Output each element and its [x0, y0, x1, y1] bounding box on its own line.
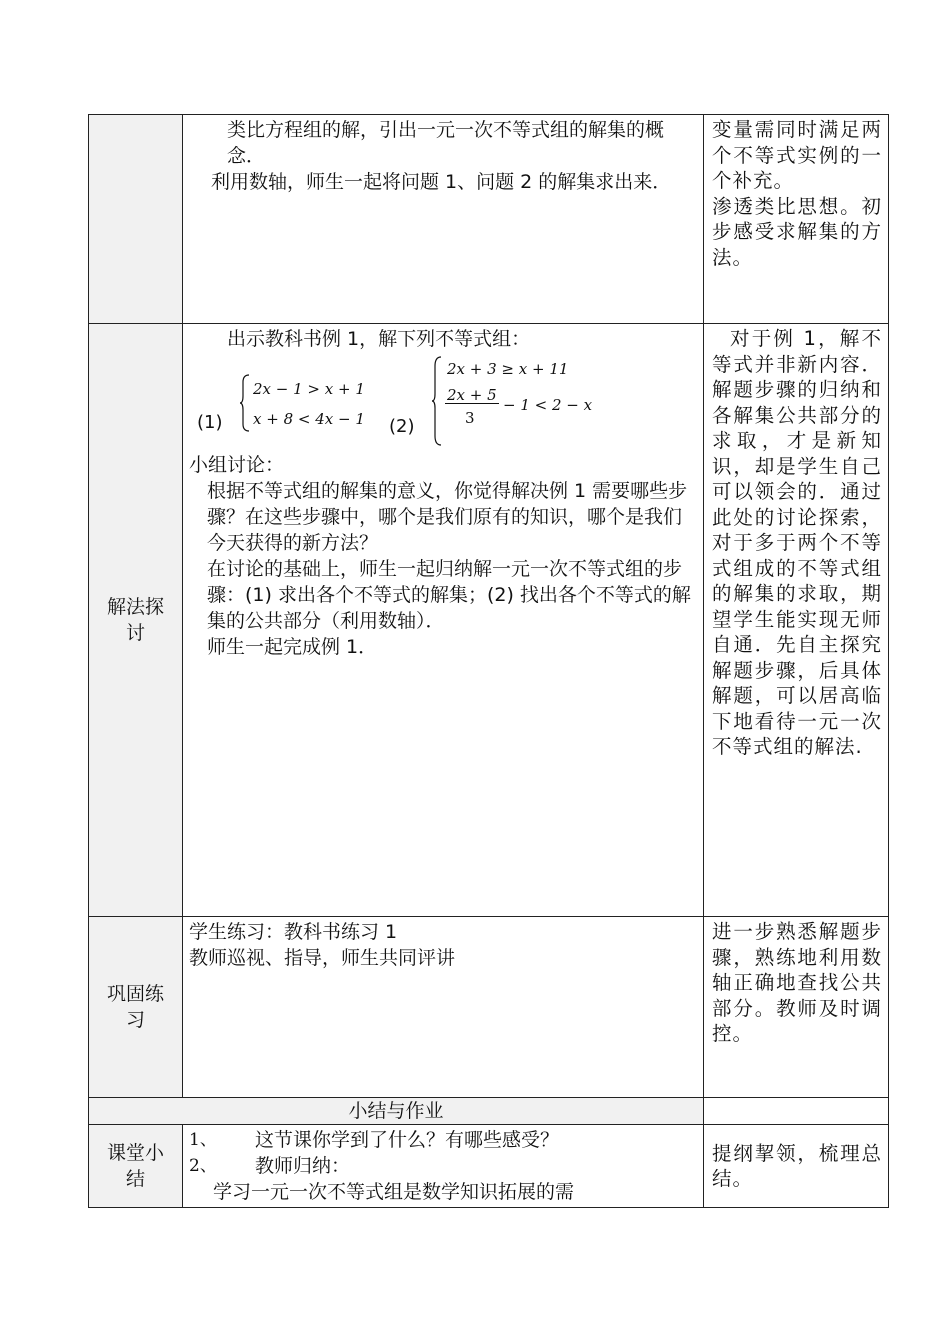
example-2-line-1: 2x + 3 ≥ x + 11 [447, 360, 569, 378]
example-intro: 出示教科书例 1，解下列不等式组： [227, 328, 531, 350]
example-1-line-1: 2x − 1 > x + 1 [253, 380, 365, 398]
paragraph: 师生一起完成例 1． [207, 636, 378, 658]
row-content [183, 115, 704, 324]
empty-cell [704, 1098, 889, 1125]
brace-icon [431, 356, 443, 446]
example-2-label: (2) [389, 416, 415, 437]
row-label-text: 解法探讨 [106, 596, 164, 644]
paragraph: 类比方程组的解，引出一元一次不等式组的解集的概念． [227, 119, 665, 167]
paragraph: 利用数轴，师生一起将问题 1、问题 2 的解集求出来． [211, 171, 672, 193]
row-label [89, 917, 183, 1098]
example-2-fraction-numerator: 2x + 5 [447, 386, 497, 404]
row-note [704, 324, 889, 917]
row-content [183, 324, 704, 917]
fraction-bar [445, 403, 499, 404]
note-text: 进一步熟悉解题步骤，熟练地利用数轴正确地查找公共部分。教师及时调控。 [712, 920, 882, 1045]
list-number: 2、 [189, 1156, 217, 1176]
paragraph: 在讨论的基础上，师生一起归纳解一元一次不等式组的步骤：(1) 求出各个不等式的解集；(2) 找出各个不等式的解集的公共部分（利用数轴）． [207, 558, 691, 632]
note-text: 渗透类比思想。初步感受求解集的方法。 [712, 194, 882, 269]
example-1-label: (1) [197, 412, 223, 433]
note-text: 对于例 1，解不等式并非新内容．解题步骤的归纳和各解集公共部分的求取，才是新知识，却是学生自己可以领会的．通过此处的讨论探索，对于多于两个不等式组成的不等式组的解集的求取，期望学生能实现无师自通．先自主探究解题步骤，后具体解题，可以居高临下地看待一元一次不等式组的解法. [712, 327, 882, 758]
row-note [704, 115, 889, 324]
note-text: 变量需同时满足两个不等式实例的一个补充。 [712, 118, 882, 192]
row-label-text: 巩固练习 [106, 983, 164, 1031]
note-text: 提纲挈领，梳理总结。 [712, 1141, 882, 1190]
row-label [89, 1125, 183, 1208]
paragraph: 学习一元一次不等式组是数学知识拓展的需 [213, 1181, 575, 1203]
row-note [704, 917, 889, 1098]
example-2-line-2-rest: − 1 < 2 − x [503, 396, 593, 414]
paragraph: 根据不等式组的解集的意义，你觉得解决例 1 需要哪些步骤？在这些步骤中，哪个是我们原有的知识，哪个是我们今天获得的新方法？ [207, 480, 688, 554]
list-text: 这节课你学到了什么？有哪些感受？ [255, 1129, 560, 1151]
list-text: 教师归纳： [255, 1155, 351, 1177]
brace-icon [239, 374, 251, 432]
discussion-title: 小组讨论： [189, 454, 285, 476]
lesson-plan-table [88, 114, 889, 1208]
section-header: 小结与作业 [89, 1098, 704, 1125]
row-note [704, 1125, 889, 1208]
list-item [189, 1153, 699, 1179]
row-content [183, 917, 704, 1098]
example-2-fraction-denominator: 3 [465, 409, 475, 427]
row-label [89, 324, 183, 917]
paragraph: 学生练习：教科书练习 1 [189, 921, 398, 943]
table-row [89, 917, 889, 1098]
row-label-text: 课堂小结 [106, 1142, 164, 1190]
paragraph: 教师巡视、指导，师生共同评讲 [189, 947, 456, 969]
table-row [89, 1125, 889, 1208]
table-row [89, 115, 889, 324]
table-row [89, 1098, 889, 1125]
row-label [89, 115, 183, 324]
list-number: 1、 [189, 1130, 217, 1150]
example-1-line-2: x + 8 < 4x − 1 [253, 410, 365, 428]
list-item [189, 1127, 699, 1153]
table-row [89, 324, 889, 917]
row-content [183, 1125, 704, 1208]
example-systems [189, 352, 699, 452]
